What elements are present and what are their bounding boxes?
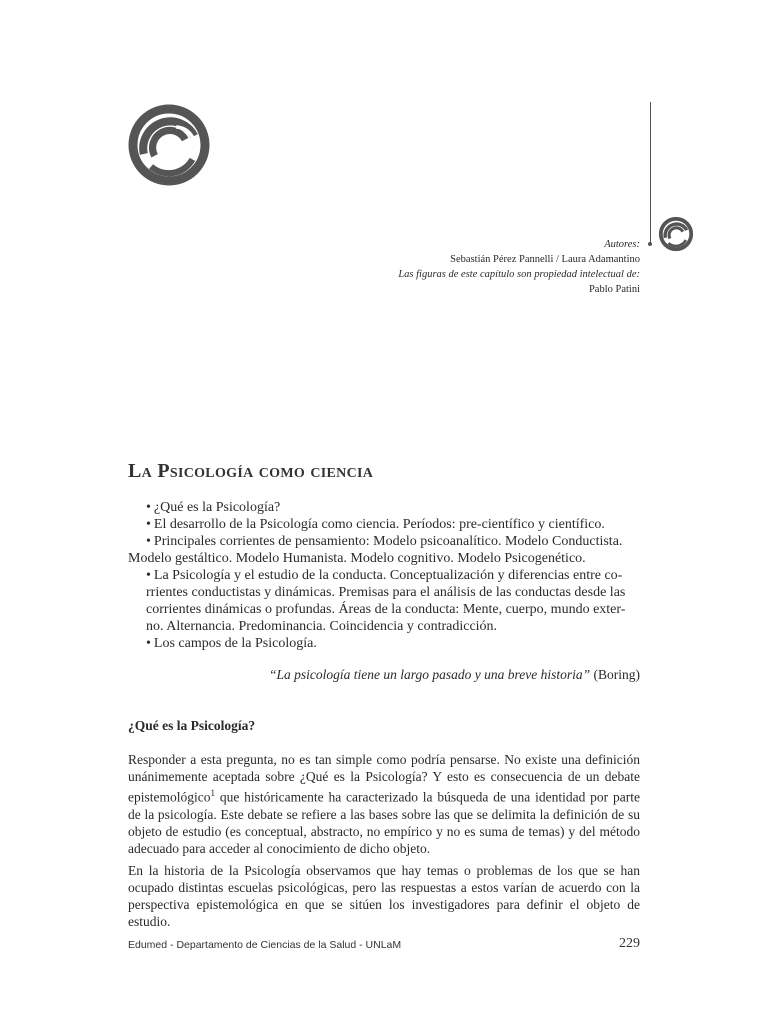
topic-item — [146, 516, 640, 533]
body-paragraph: En la historia de la Psicología observamos que hay temas o problemas de los que se han ocupado distintas escuelas psicológicas, pero las respuestas a estos varían de acuerdo con la perspectiva epistemológica en que se sitúen los investigadores para definir el objeto de estudio. — [128, 863, 640, 929]
topic-item — [146, 567, 640, 584]
body-paragraph — [128, 751, 640, 857]
bullet-dot: • — [146, 534, 151, 549]
figures-credit-label: Las figuras de este capítulo son propiedad intelectual de: — [398, 269, 640, 280]
paragraph-text: Responder a esta pregunta, no es tan simple como podría pensarse. No existe una definición unánimemente aceptada sobre ¿Qué es la Psicología? Y esto es consecuencia de un debate epistemológico — [128, 752, 640, 805]
bullet-dot: • — [146, 500, 151, 515]
divider-end-dot — [648, 242, 652, 246]
topic-text: Principales corrientes de pensamiento: Modelo psicoanalítico. Modelo Conductista. — [153, 534, 623, 549]
topic-text: El desarrollo de la Psicología como ciencia. Períodos: pre-científico y científico. — [153, 517, 605, 532]
quote-text: “La psicología tiene un largo pasado y una breve historia” — [269, 667, 591, 682]
epigraph-quote — [269, 667, 640, 683]
authors-names: Sebastián Pérez Pannelli / Laura Adamantino — [450, 254, 640, 265]
topic-text: corrientes dinámicas o profundas. Áreas de la conducta: Mente, cuerpo, mundo exter- — [146, 602, 626, 617]
topic-continuation — [128, 550, 640, 567]
topic-item — [146, 635, 640, 652]
topic-continuation — [146, 618, 640, 635]
topic-continuation — [146, 601, 640, 618]
bullet-dot: • — [146, 636, 151, 651]
quote-source: (Boring) — [593, 667, 640, 682]
chapter-title: La Psicología como ciencia — [128, 460, 374, 482]
bullet-dot: • — [146, 517, 151, 532]
bullet-dot: • — [146, 568, 151, 583]
topic-text: ¿Qué es la Psicología? — [153, 500, 281, 515]
paragraph-text: que históricamente ha caracterizado la búsqueda de una identidad por parte de la psicología. Este debate se refiere a las bases sobre las que se delimita la definición de su objeto de estudio (es conceptual, abstracto, no empírico y no es suma de temas) y del método adecuado para acceder al conocimiento de dicho objeto. — [128, 789, 640, 856]
topic-item — [146, 499, 640, 516]
authors-block — [398, 237, 640, 297]
figures-author: Pablo Patini — [588, 284, 640, 295]
chapter-topics-list — [128, 499, 640, 652]
section-heading: ¿Qué es la Psicología? — [128, 718, 256, 733]
university-logo-large — [124, 100, 214, 190]
topic-text: rrientes conductistas y dinámicas. Premisas para el análisis de las conductas desde las — [146, 585, 626, 600]
university-logo-small — [657, 215, 695, 253]
vertical-divider — [650, 102, 651, 244]
page-number: 229 — [619, 936, 640, 951]
topic-text: La Psicología y el estudio de la conducta. Conceptualización y diferencias entre co- — [153, 568, 623, 583]
topic-item — [146, 533, 640, 550]
topic-text: Los campos de la Psicología. — [153, 636, 317, 651]
topic-text: no. Alternancia. Predominancia. Coincidencia y contradicción. — [146, 619, 498, 634]
authors-label: Autores: — [604, 239, 640, 250]
topic-text: Modelo gestáltico. Modelo Humanista. Modelo cognitivo. Modelo Psicogenético. — [128, 551, 586, 566]
topic-continuation — [146, 584, 640, 601]
footer-publisher: Edumed - Departamento de Ciencias de la Salud - UNLaM — [128, 939, 402, 951]
footnote-marker[interactable]: 1 — [210, 788, 215, 798]
